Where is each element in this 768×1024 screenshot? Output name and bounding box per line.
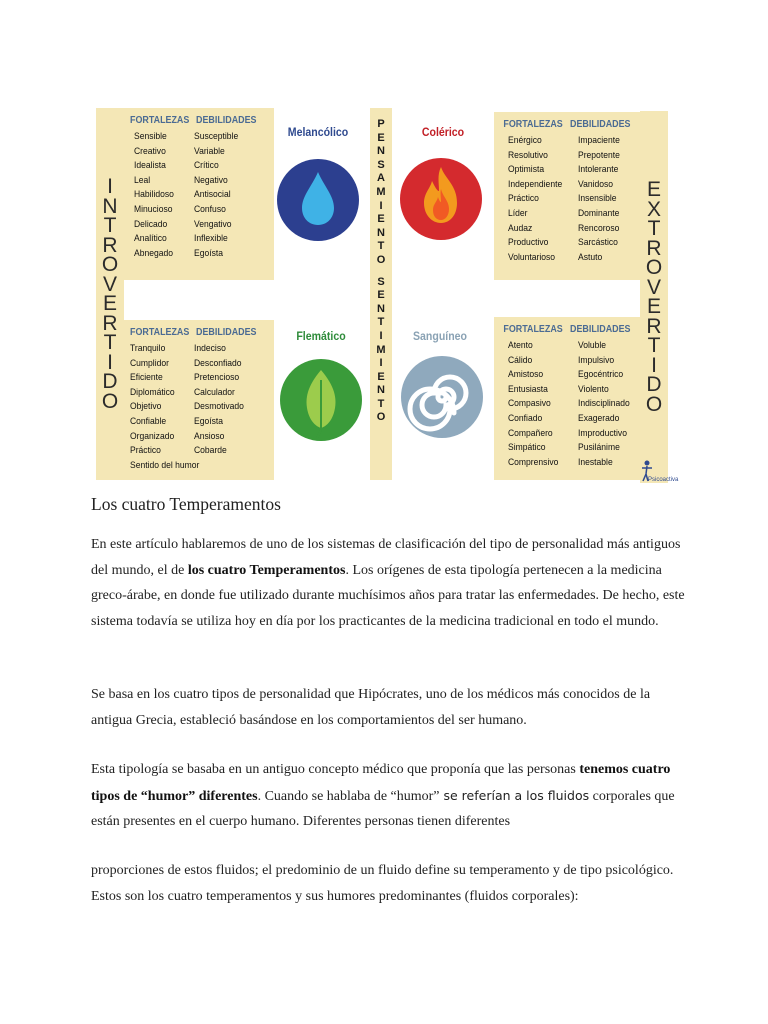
extrovertido-word	[646, 180, 662, 414]
sentimiento-letter: M	[376, 343, 386, 356]
melancolico-strengths	[124, 130, 194, 261]
introvertido-letter: I	[107, 175, 113, 198]
paragraph-4: proporciones de estos fluidos; el predominio de un fluido define su temperamento y de tipo psicológico. Estos son los cuatro temperamentos y sus humores predominantes (fluidos corporales):	[91, 863, 674, 904]
introvertido-letter: D	[102, 370, 118, 393]
introvertido-letter: V	[102, 272, 117, 296]
weakness-item: Susceptible	[194, 131, 239, 142]
introvertido-letter: O	[101, 253, 119, 276]
pensamiento-sentimiento-strip	[370, 108, 392, 480]
paragraph-2: Se basa en los cuatro tipos de personalidad que Hipócrates, uno de los médicos más conocidos de la antigua Grecia, estableció basándose en los comportamientos del ser humano.	[91, 687, 651, 728]
weakness-item: Dominante	[578, 207, 620, 219]
weakness-item: Cobarde	[194, 445, 227, 457]
strength-item: Abnegado	[134, 247, 173, 259]
temperaments-infographic	[96, 108, 679, 495]
pensamiento-letter: M	[376, 185, 386, 198]
sentimiento-letter: E	[377, 370, 385, 383]
introvertido-strip	[96, 108, 124, 480]
weakness-item: Exagerado	[578, 412, 620, 424]
strength-item: Objetivo	[130, 401, 162, 413]
weakness-item: Ansioso	[194, 430, 225, 442]
strength-item: Delicado	[134, 218, 168, 230]
pensamiento-letter: E	[377, 131, 385, 144]
weakness-item: Antisocial	[194, 189, 231, 201]
strength-item: Eficiente	[130, 372, 163, 384]
strength-item: Voluntarioso	[508, 251, 556, 263]
p1-text-a: En este artículo hablaremos de uno de los sistemas de clasificación del tipo de personalidad más antiguos del mundo, el de	[91, 537, 681, 578]
weakness-item: Desconfiado	[194, 357, 242, 369]
flematico-panel	[124, 320, 274, 480]
extrovertido-letter: E	[646, 178, 661, 201]
psicoactiva-logo	[640, 460, 679, 490]
extrovertido-letter: E	[646, 295, 661, 318]
strength-item: Audaz	[508, 222, 533, 234]
strength-item: Productivo	[508, 237, 549, 249]
weakness-item: Insensible	[578, 193, 617, 205]
p1-text-b: . Los orígenes de esta tipología pertenecen a la medicina greco-árabe, en donde fue utilizado durante muchísimos años para tratar las enfermedades. De hecho, este sistema todavía se utiliza hoy en día por los practicantes de la medicina tradicional en todo el mundo.	[91, 562, 685, 629]
extrovertido-letter: R	[646, 314, 662, 338]
sanguineo-title: Sanguíneo	[413, 329, 467, 343]
pensamiento-letter: I	[379, 199, 383, 212]
strength-item: Práctico	[130, 445, 161, 457]
colerico-weaknesses	[578, 134, 624, 265]
strength-item: Comprensivo	[508, 456, 559, 468]
strength-item: Sentido del humor	[130, 459, 200, 471]
weakness-item: Prepotente	[578, 149, 620, 161]
weakness-item: Sarcástico	[578, 237, 618, 249]
p3-text-a: Esta tipología se basaba en un antiguo concepto médico que proponía que las personas	[91, 762, 580, 777]
melancolico-title: Melancólico	[287, 125, 349, 139]
strength-item: Práctico	[508, 193, 539, 205]
extrovertido-letter: X	[646, 197, 661, 221]
pensamiento-letter: T	[377, 240, 385, 253]
weakness-item: Negativo	[194, 174, 228, 186]
strength-item: Organizado	[130, 430, 175, 442]
melancolico-weaknesses	[194, 130, 243, 261]
weakness-item: Rencoroso	[578, 222, 620, 234]
introvertido-letter: T	[103, 214, 117, 237]
weakness-item: Impulsivo	[578, 354, 615, 366]
weakness-item: Calculador	[194, 386, 235, 398]
flematico-strengths	[124, 342, 200, 473]
weakness-item: Desmotivado	[194, 401, 244, 413]
paragraph-3	[91, 757, 691, 835]
introvertido-word	[102, 177, 118, 411]
weakness-item: Vengativo	[194, 218, 232, 230]
sentimiento-letter: T	[377, 316, 385, 329]
article-title: Los cuatro Temperamentos	[91, 494, 281, 514]
strength-item: Independiente	[508, 178, 563, 190]
weakness-item: Indisciplinado	[578, 398, 630, 410]
introvertido-letter: T	[103, 331, 117, 354]
spiral-icon	[400, 355, 484, 439]
weaknesses-header: DEBILIDADES	[570, 323, 631, 335]
sentimiento-letter: O	[376, 411, 386, 424]
water-drop-icon	[276, 158, 360, 242]
extrovertido-letter: R	[646, 236, 662, 260]
sentimiento-letter: I	[379, 329, 383, 342]
weakness-item: Confuso	[194, 203, 226, 215]
pensamiento-letter: E	[377, 213, 385, 226]
p3-text-d: corporales que están presentes en el cuerpo humano. Diferentes personas tienen diferentes	[91, 788, 675, 829]
weakness-item: Improductivo	[578, 427, 627, 439]
pensamiento-letter: N	[377, 226, 385, 239]
introvertido-letter: R	[102, 233, 118, 257]
strength-item: Líder	[508, 207, 528, 219]
strength-item: Confiado	[508, 412, 543, 424]
strength-item: Minucioso	[134, 203, 173, 215]
strength-item: Enérgico	[508, 135, 542, 146]
strengths-header: FORTALEZAS	[130, 114, 190, 126]
strength-item: Entusiasta	[508, 383, 548, 395]
weakness-item: Pusilánime	[578, 442, 620, 454]
strength-item: Compasivo	[508, 398, 551, 410]
weakness-item: Variable	[194, 145, 225, 157]
weakness-item: Indeciso	[194, 343, 226, 354]
strength-item: Diplomático	[130, 386, 175, 398]
sentimiento-letter: S	[377, 275, 385, 288]
p3-bold: tenemos cuatro tipos de “humor” diferentes	[91, 762, 671, 804]
flematico-title: Flemático	[296, 329, 346, 343]
introvertido-letter: E	[102, 292, 117, 315]
pensamiento-letter: A	[377, 172, 385, 185]
logo-text: Psicoactiva	[648, 477, 679, 483]
extrovertido-strip	[640, 111, 668, 483]
weakness-item: Voluble	[578, 340, 607, 351]
sentimiento-letter: E	[377, 289, 385, 302]
p3-text-c: se referían a los fluidos	[439, 787, 590, 803]
weakness-item: Astuto	[578, 251, 603, 263]
weakness-item: Inestable	[578, 456, 613, 468]
weakness-item: Egoísta	[194, 247, 223, 259]
weaknesses-header: DEBILIDADES	[570, 118, 631, 130]
strength-item: Cumplidor	[130, 357, 169, 369]
flame-icon	[399, 157, 483, 241]
extrovertido-letter: O	[645, 256, 663, 279]
sanguineo-weaknesses	[578, 339, 636, 470]
colerico-strengths	[494, 134, 578, 265]
sentimiento-letter: N	[377, 384, 385, 397]
weakness-item: Intolerante	[578, 164, 619, 176]
strength-item: Idealista	[134, 160, 166, 172]
sentimiento-letter: N	[377, 302, 385, 315]
sentimiento-letter: I	[379, 357, 383, 370]
weakness-item: Vanidoso	[578, 178, 614, 190]
strength-item: Amistoso	[508, 369, 544, 381]
strength-item: Resolutivo	[508, 149, 548, 161]
strength-item: Habilidoso	[134, 189, 174, 201]
colerico-panel	[494, 112, 640, 280]
weaknesses-header: DEBILIDADES	[196, 326, 257, 338]
strength-item: Simpático	[508, 442, 546, 454]
introvertido-letter: R	[102, 311, 118, 335]
extrovertido-letter: I	[651, 353, 657, 377]
sanguineo-strengths	[494, 339, 578, 470]
weakness-item: Pretencioso	[194, 372, 240, 384]
pensamiento-letter: O	[376, 253, 386, 266]
pensamiento-letter: N	[377, 145, 385, 158]
strengths-header: FORTALEZAS	[503, 118, 563, 130]
pensamiento-letter: S	[377, 158, 385, 171]
weakness-item: Egocéntrico	[578, 369, 624, 381]
strengths-header: FORTALEZAS	[130, 326, 190, 338]
sanguineo-panel	[494, 317, 640, 480]
pensamiento-letter: P	[377, 118, 385, 130]
weaknesses-header: DEBILIDADES	[196, 114, 257, 126]
p3-text-b: . Cuando se hablaba de “humor”	[257, 788, 440, 804]
strength-item: Leal	[134, 174, 151, 186]
introvertido-letter: O	[101, 389, 119, 413]
introvertido-letter: N	[102, 194, 118, 218]
introvertido-letter: I	[107, 350, 113, 374]
extrovertido-letter: T	[647, 334, 661, 357]
p1-bold: los cuatro Temperamentos	[187, 562, 346, 578]
strength-item: Cálido	[508, 354, 533, 366]
extrovertido-letter: T	[647, 217, 661, 240]
strength-item: Confiable	[130, 415, 167, 427]
extrovertido-letter: V	[646, 275, 661, 299]
weakness-item: Egoísta	[194, 415, 223, 427]
weakness-item: Impaciente	[578, 135, 620, 146]
leaf-icon	[279, 358, 363, 442]
flematico-weaknesses	[194, 342, 249, 473]
strength-item: Atento	[508, 340, 533, 351]
strengths-header: FORTALEZAS	[503, 323, 563, 335]
colerico-title: Colérico	[421, 125, 465, 139]
weakness-item: Inflexible	[194, 233, 228, 245]
melancolico-panel	[124, 108, 274, 280]
strength-item: Creativo	[134, 145, 166, 157]
strength-item: Optimista	[508, 164, 545, 176]
extrovertido-letter: D	[646, 373, 662, 396]
weakness-item: Crítico	[194, 160, 219, 172]
extrovertido-letter: O	[645, 392, 663, 416]
strength-item: Compañero	[508, 427, 553, 439]
weakness-item: Violento	[578, 383, 609, 395]
strength-item: Analítico	[134, 233, 167, 245]
strength-item: Sensible	[134, 131, 167, 142]
sentimiento-letter: T	[377, 397, 385, 410]
strength-item: Tranquilo	[130, 343, 166, 354]
paragraph-1	[91, 532, 691, 634]
